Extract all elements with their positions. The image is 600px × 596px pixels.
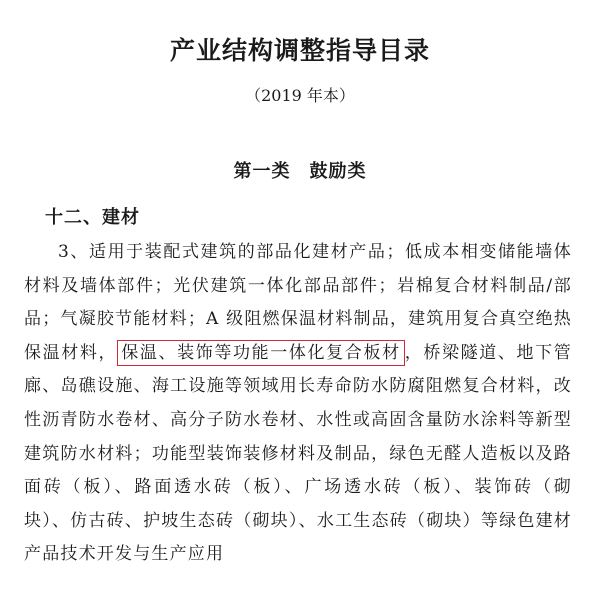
category-heading: 第一类 鼓励类 (233, 161, 367, 182)
paragraph-text-after: ，桥梁隧道、地下管廊、岛礁设施、海工设施等领域用长寿命防水防腐阻燃复合材料，改性沥青防水卷材、高分子防水卷材、水性或高固含量防水涂料等新型建筑防水材料；功能型装饰装修材料及制品，绿色无醛人造板以及路面砖（板）、路面透水砖（板）、广场透水砖（板）、装饰砖（砌块）、仿古砖、护坡生态砖（砌块）、水工生态砖（砌块）等绿色建材产品技术开发与生产应用 (24, 342, 573, 565)
body-paragraph (24, 236, 572, 572)
document-title: 产业结构调整指导目录 (169, 36, 430, 65)
document-edition: （2019 年本） (245, 86, 355, 105)
paragraph-text-before: 3、适用于装配式建筑的部品化建材产品；低成本相变储能墙体材料及墙体部件；光伏建筑一体化部品部件；岩棉复合材料制品/部品；气凝胶节能材料；A 级阻燃保温材料制品，建筑用复合真空绝热保温材料， (24, 242, 572, 363)
highlighted-phrase: 保温、装饰等功能一体化复合板材 (117, 340, 405, 366)
section-heading: 十二、建材 (45, 207, 140, 228)
